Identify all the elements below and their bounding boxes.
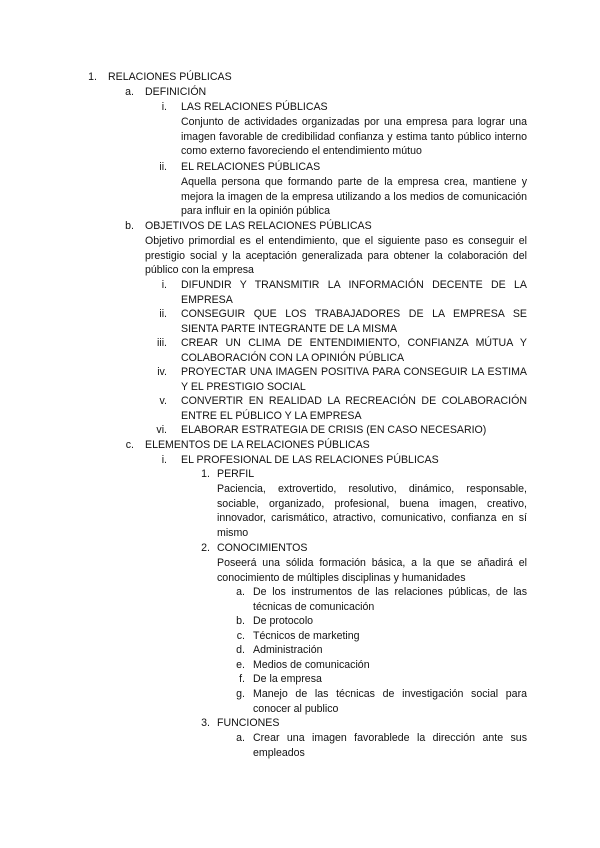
list-marker: 3. [201, 717, 210, 729]
list-item: De protocolo [253, 615, 314, 627]
list-marker: 2. [201, 542, 210, 554]
list-marker: iii. [156, 337, 167, 349]
list-item: CONVERTIR EN REALIDAD LA RECREACIÓN DE COLABORACIÓN ENTRE EL PÚBLICO Y LA EMPRESA [181, 395, 527, 422]
list-item: ELABORAR ESTRATEGIA DE CRISIS (EN CASO NECESARIO) [181, 424, 487, 436]
knowledge-text: Poseerá una sólida formación básica, a la que se añadirá el conocimiento de múltiples disciplinas y humanidades [217, 557, 527, 584]
list-item: Técnicos de marketing [253, 630, 360, 642]
list-marker: ii. [159, 161, 167, 173]
objectives-intro: Objetivo primordial es el entendimiento, que el siguiente paso es conseguir el prestigio social y la aceptación generalizada para obtener la colaboración del público con la empresa [145, 235, 527, 277]
section-title: RELACIONES PÚBLICAS [108, 71, 232, 83]
subsection-heading: ELEMENTOS DE LA RELACIONES PÚBLICAS [145, 439, 370, 451]
list-marker: iv. [157, 366, 167, 378]
item-heading: EL PROFESIONAL DE LAS RELACIONES PÚBLICAS [181, 454, 439, 466]
list-marker: i. [161, 279, 167, 291]
list-item: Manejo de las técnicas de investigación social para conocer al publico [253, 688, 527, 715]
list-item: De la empresa [253, 673, 322, 685]
list-marker: e. [236, 659, 245, 671]
list-marker: i. [161, 454, 167, 466]
list-item: Crear una imagen favorablede la dirección ante sus empleados [253, 732, 527, 759]
list-marker: a. [125, 86, 134, 98]
list-marker: a. [236, 732, 245, 744]
profile-text: Paciencia, extrovertido, resolutivo, dinámico, responsable, sociable, organizado, profesional, buena imagen, creativo, innovador, carismático, atractivo, comunicativo, confianza en sí mismo [217, 483, 527, 539]
section-number: 1. [88, 71, 97, 83]
list-item: CREAR UN CLIMA DE ENTENDIMIENTO, CONFIANZA MÚTUA Y COLABORACIÓN CON LA OPINIÓN PÚBLICA [181, 337, 527, 364]
list-item: Administración [253, 644, 323, 656]
list-marker: b. [236, 615, 245, 627]
list-marker: ii. [159, 308, 167, 320]
list-marker: c. [125, 439, 134, 451]
list-item: DIFUNDIR Y TRANSMITIR LA INFORMACIÓN DECENTE DE LA EMPRESA [181, 279, 527, 306]
list-marker: 1. [201, 468, 210, 480]
subsection-heading: DEFINICIÓN [145, 86, 207, 98]
definition-text: Conjunto de actividades organizadas por una empresa para lograr una imagen favorable de credibilidad confianza y estima tanto público interno como externo favoreciendo el entendimiento mútuo [181, 116, 527, 158]
list-marker: g. [236, 688, 245, 700]
list-item: CONSEGUIR QUE LOS TRABAJADORES DE LA EMPRESA SE SIENTA PARTE INTEGRANTE DE LA MISMA [181, 308, 527, 335]
list-marker: c. [236, 630, 245, 642]
subsection-heading: OBJETIVOS DE LAS RELACIONES PÚBLICAS [145, 220, 372, 232]
list-marker: v. [159, 395, 167, 407]
list-marker: i. [161, 101, 167, 113]
item-heading: EL RELACIONES PÚBLICAS [181, 161, 321, 173]
item-heading: CONOCIMIENTOS [217, 542, 308, 554]
item-heading: FUNCIONES [217, 717, 280, 729]
list-item: De los instrumentos de las relaciones públicas, de las técnicas de comunicación [253, 586, 527, 613]
list-marker: b. [125, 220, 134, 232]
item-heading: LAS RELACIONES PÚBLICAS [181, 101, 328, 113]
item-heading: PERFIL [217, 468, 255, 480]
list-item: Medios de comunicación [253, 659, 370, 671]
list-marker: a. [236, 586, 245, 598]
list-marker: d. [236, 644, 245, 656]
definition-text: Aquella persona que formando parte de la empresa crea, mantiene y mejora la imagen de la empresa utilizando a los medios de comunicación para influir en la opinión pública [181, 176, 527, 218]
list-marker: vi. [156, 424, 167, 436]
list-item: PROYECTAR UNA IMAGEN POSITIVA PARA CONSEGUIR LA ESTIMA Y EL PRESTIGIO SOCIAL [181, 366, 527, 393]
list-marker: f. [239, 673, 245, 685]
